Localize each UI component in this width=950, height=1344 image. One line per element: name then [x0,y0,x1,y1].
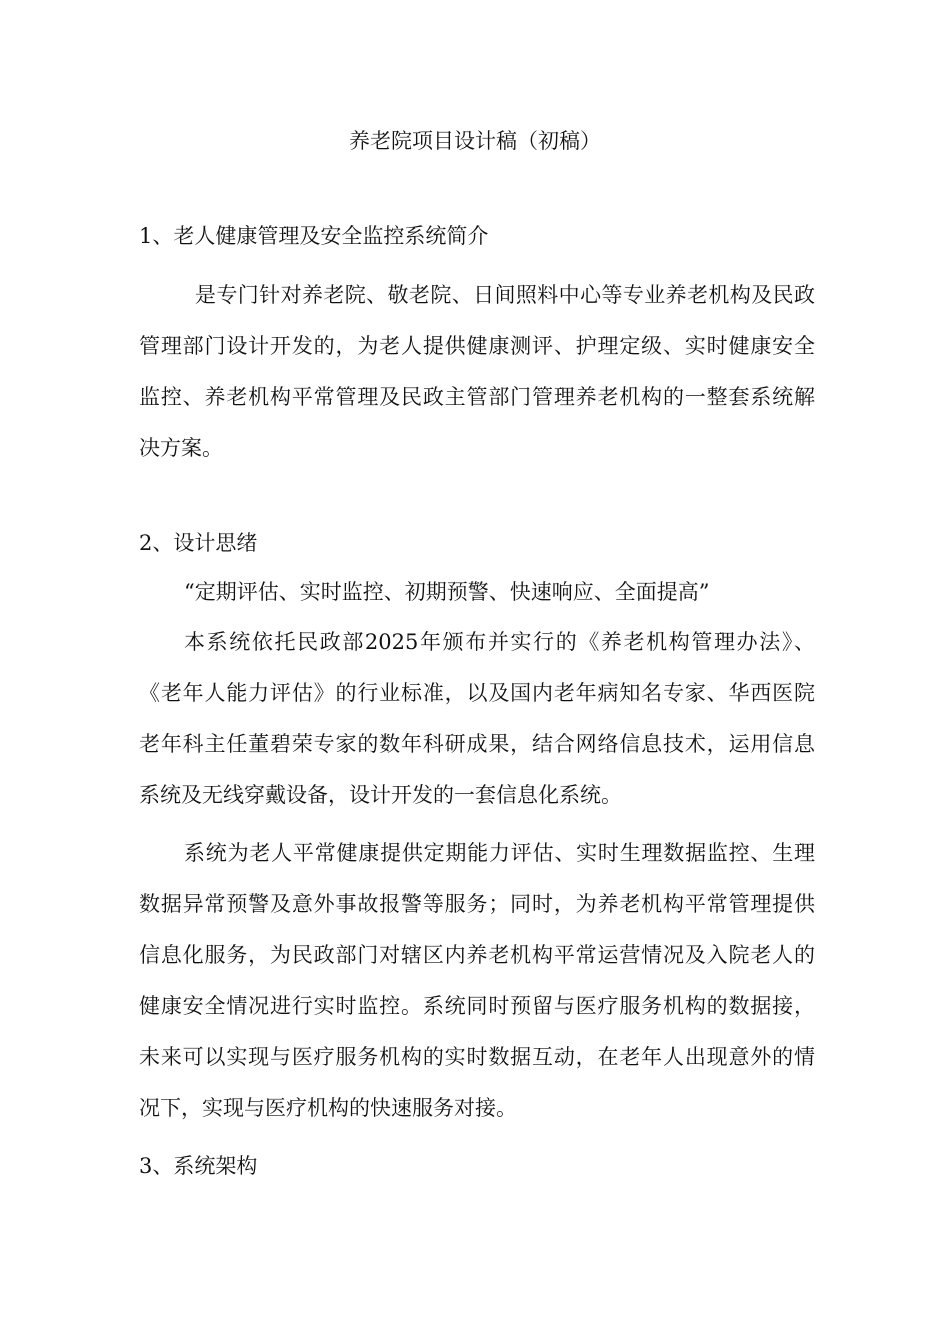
paragraph-line: 监控、养老机构平常管理及民政主管部门管理养老机构的一整套系统解 [139,385,815,409]
section-2-paragraph-1 [139,617,815,821]
paragraph-line: 是专门针对养老院、敬老院、日间照料中心等专业养老机构及民政 [195,283,815,307]
paragraph-line: 《老年人能力评估》的行业标准，以及国内老年病知名专家、华西医院 [139,681,815,705]
design-motto-quote: “定期评估、实时监控、初期预警、快速响应、全面提高” [184,580,710,604]
paragraph-line: 本系统依托民政部2025年颁布并实行的《养老机构管理办法》、 [184,630,815,654]
paragraph-line: 信息化服务，为民政部门对辖区内养老机构平常运营情况及入院老人的 [139,943,815,967]
paragraph-line: 管理部门设计开发的，为老人提供健康测评、护理定级、实时健康安全 [139,334,815,358]
section-3-heading: 3、系统架构 [139,1154,258,1178]
paragraph-line: 数据异常预警及意外事故报警等服务；同时，为养老机构平常管理提供 [139,892,815,916]
paragraph-line: 系统为老人平常健康提供定期能力评估、实时生理数据监控、生理 [184,841,815,865]
paragraph-line: 老年科主任董碧荣专家的数年科研成果，结合网络信息技术，运用信息 [139,732,815,756]
section-2-paragraph-2 [139,828,815,1134]
paragraph-line: 况下，实现与医疗机构的快速服务对接。 [139,1096,517,1120]
section-1-paragraph-1 [139,270,815,474]
document-title: 养老院项目设计稿（初稿） [349,129,601,153]
section-1-heading: 1、老人健康管理及安全监控系统简介 [139,224,489,248]
section-2-heading: 2、设计思绪 [139,531,258,555]
paragraph-line: 决方案。 [139,436,223,460]
paragraph-line: 健康安全情况进行实时监控。系统同时预留与医疗服务机构的数据接， [139,994,815,1018]
paragraph-line: 系统及无线穿戴设备，设计开发的一套信息化系统。 [139,783,622,807]
paragraph-line: 未来可以实现与医疗服务机构的实时数据互动，在老年人出现意外的情 [139,1045,815,1069]
